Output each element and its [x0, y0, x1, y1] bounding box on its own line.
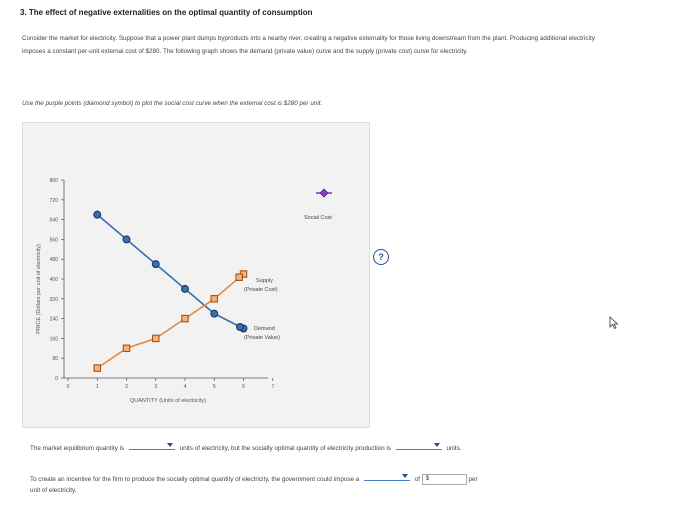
diamond-icon[interactable]: [320, 189, 328, 197]
x-axis-label: QUANTITY (Units of electricity): [130, 398, 206, 404]
y-tick-label: 0: [55, 376, 58, 382]
x-tick-label: 4: [183, 384, 187, 390]
y-tick-label: 400: [49, 277, 58, 283]
series-line-1: [97, 274, 243, 368]
demand-point: [94, 211, 101, 218]
y-tick-label: 720: [49, 197, 58, 204]
answer2-pre-text: To create an incentive for the firm to produce the socially optimal quantity of electricity, the government could impose a: [30, 476, 360, 484]
chevron-down-icon: [167, 443, 173, 447]
supply-point: [211, 296, 217, 302]
supply-point: [153, 335, 159, 341]
demand-legend-sublabel: (Private Value): [244, 335, 280, 341]
policy-type-dropdown[interactable]: [364, 474, 410, 481]
x-tick-label: 5: [212, 384, 216, 390]
supply-point: [123, 345, 129, 351]
supply-point: [182, 315, 188, 321]
answer2-of-text: of: [414, 476, 421, 484]
policy-amount-input[interactable]: $: [422, 474, 467, 485]
optimal-quantity-dropdown[interactable]: [396, 443, 442, 450]
chart-palette: [304, 189, 332, 221]
market-quantity-dropdown[interactable]: [129, 443, 175, 450]
demand-legend-marker: [237, 324, 244, 331]
y-tick-label: 480: [49, 257, 58, 264]
question-instruction: Use the purple points (diamond symbol) to plot the social cost curve when the external cost is $280 per unit.: [22, 100, 323, 107]
x-tick-label: 2: [125, 384, 128, 390]
demand-point: [182, 286, 189, 293]
y-tick-label: 640: [49, 217, 58, 224]
demand-point: [152, 261, 159, 268]
y-axis-label: PRICE (Dollars per unit of electricity): [36, 244, 42, 334]
supply-point: [94, 365, 100, 371]
y-tick-label: 800: [49, 178, 58, 184]
x-tick-label: 7: [271, 384, 275, 390]
x-tick-label: 0: [66, 384, 70, 390]
y-tick-label: 240: [49, 316, 58, 323]
question-title: 3. The effect of negative externalities on the optimal quantity of consumption: [20, 8, 313, 17]
y-tick-label: 560: [49, 237, 58, 244]
chevron-down-icon: [434, 443, 440, 447]
answer1-mid-text: units of electricity, but the socially optimal quantity of electricity production is: [179, 445, 391, 452]
answer2-tail-text: unit of electricity.: [30, 487, 77, 495]
chart-axes: [36, 178, 274, 404]
mouse-pointer-icon: [608, 316, 620, 330]
series-line-0: [97, 215, 243, 329]
demand-legend-label: Demand: [254, 326, 275, 332]
x-tick-label: 6: [242, 384, 245, 390]
y-tick-label: 320: [49, 296, 58, 303]
y-tick-label: 80: [52, 356, 58, 363]
answer-line-1: [30, 443, 670, 452]
demand-point: [211, 310, 218, 317]
help-icon[interactable]: ?: [373, 249, 389, 265]
social-cost-palette-label: Social Cost: [304, 215, 332, 221]
supply-legend-sublabel: (Private Cost): [244, 287, 278, 293]
answer2-post-text: per: [468, 476, 478, 484]
chart-series: [94, 211, 280, 371]
x-tick-label: 3: [154, 384, 158, 390]
question-intro: Consider the market for electricity. Suppose that a power plant dumps byproducts into a nearby river, creating a negative externality for those living downstream from the plant. Producing additional electricity imposes a constant per-unit external cost of $280. The following graph shows the demand (private value) curve and the supply (private cost) curve for electricity.: [22, 35, 595, 55]
chevron-down-icon: [402, 474, 408, 478]
x-tick-label: 1: [95, 384, 99, 390]
answer1-pre-text: The market equilibrium quantity is: [30, 445, 125, 452]
y-tick-label: 160: [49, 336, 58, 343]
answer-line-2: [30, 474, 590, 496]
supply-legend-label: Supply: [256, 278, 273, 284]
demand-point: [123, 236, 130, 243]
answer1-post-text: units.: [446, 445, 462, 452]
supply-legend-marker: [236, 274, 242, 280]
